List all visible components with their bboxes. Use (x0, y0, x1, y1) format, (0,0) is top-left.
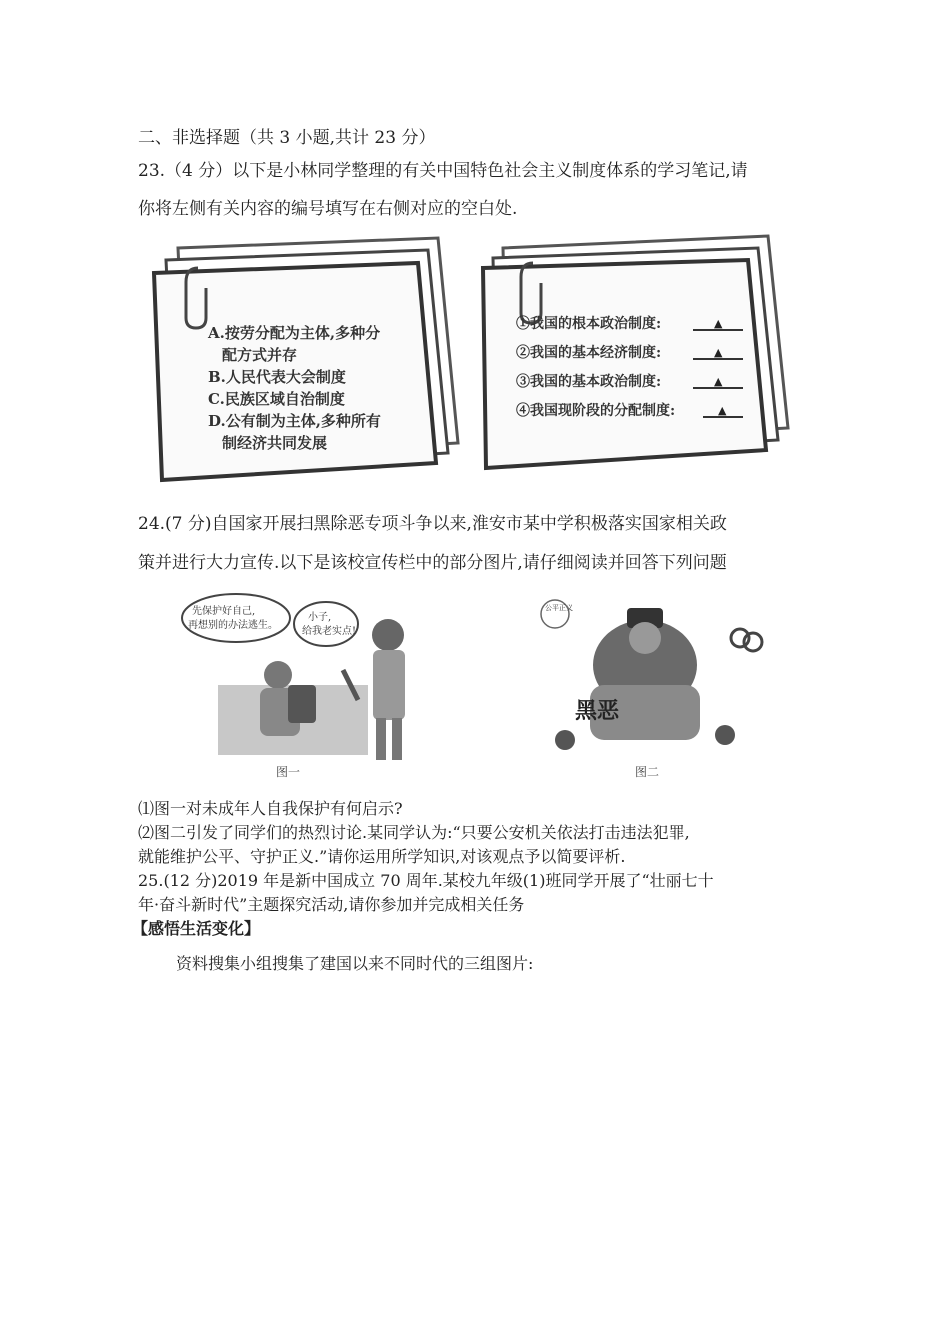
q23-stem-line1: 23.（4 分）以下是小林同学整理的有关中国特色社会主义制度体系的学习笔记,请 (138, 161, 748, 181)
right-card-item-4: ④我国现阶段的分配制度: (516, 403, 676, 419)
q24-stem-line1: 24.(7 分)自国家开展扫黑除恶专项斗争以来,淮安市某中学积极落实国家相关政 (138, 514, 727, 534)
right-card-item-3: ③我国的基本政治制度: (516, 374, 662, 390)
speech-bubble-2b: 给我老实点! (302, 626, 357, 637)
right-card-item-1: ①我国的根本政治制度: (516, 316, 662, 332)
left-card-item-c: C.民族区域自治制度 (208, 390, 345, 408)
left-note-card (154, 238, 458, 480)
figure-one-caption: 图一 (276, 765, 301, 779)
sun-label: 公平正义 (545, 604, 573, 612)
speech-bubble-1a: 先保护好自己, (192, 606, 256, 617)
q23-stem-line2: 你将左侧有关内容的编号填写在右侧对应的空白处. (138, 199, 518, 219)
q25-stem-line2: 年·奋斗新时代”主题探究活动,请你参加并完成相关任务 (138, 895, 525, 914)
q25-heading: 【感悟生活变化】 (132, 919, 261, 938)
q25-stem-line1: 25.(12 分)2019 年是新中国成立 70 周年.某校九年级(1)班同学开展了“壮丽七十 (138, 871, 714, 890)
q25-body: 资料搜集小组搜集了建国以来不同时代的三组图片: (176, 954, 534, 973)
q24-sub2-line1: ⑵图二引发了同学们的热烈讨论.某同学认为:“只要公安机关依法打击违法犯罪, (138, 823, 690, 842)
study-notes-figure (148, 228, 798, 483)
q24-stem-line2: 策并进行大力宣传.以下是该校宣传栏中的部分图片,请仔细阅读并回答下列问题 (138, 553, 727, 573)
section-title: 二、非选择题（共 3 小题,共计 23 分） (138, 128, 436, 148)
blank-mark-4: ▲ (718, 404, 727, 417)
figure-two-caption: 图二 (635, 765, 660, 779)
blank-mark-2: ▲ (714, 346, 723, 359)
q24-sub2-line2: 就能维护公平、守护正义.”请你运用所学知识,对该观点予以简要评析. (138, 847, 626, 866)
left-card-item-d1: D.公有制为主体,多种所有 (208, 412, 381, 430)
figure-two-cartoon (535, 590, 775, 780)
fist-label: 黑恶 (575, 698, 620, 724)
blank-mark-1: ▲ (714, 317, 723, 330)
right-note-card (483, 236, 788, 468)
speech-bubble-1b: 再想别的办法逃生。 (188, 620, 278, 631)
left-card-item-a2: 配方式并存 (222, 346, 298, 364)
left-card-item-a1: A.按劳分配为主体,多种分 (208, 324, 381, 342)
left-card-item-b: B.人民代表大会制度 (208, 368, 346, 386)
blank-mark-3: ▲ (714, 375, 723, 388)
right-card-item-2: ②我国的基本经济制度: (516, 345, 662, 361)
speech-bubble-2a: 小子, (308, 612, 332, 623)
figure-one-cartoon (178, 590, 418, 780)
left-card-item-d2: 制经济共同发展 (222, 434, 328, 452)
backpack-icon (288, 685, 316, 723)
q24-sub1: ⑴图一对未成年人自我保护有何启示? (138, 799, 403, 818)
